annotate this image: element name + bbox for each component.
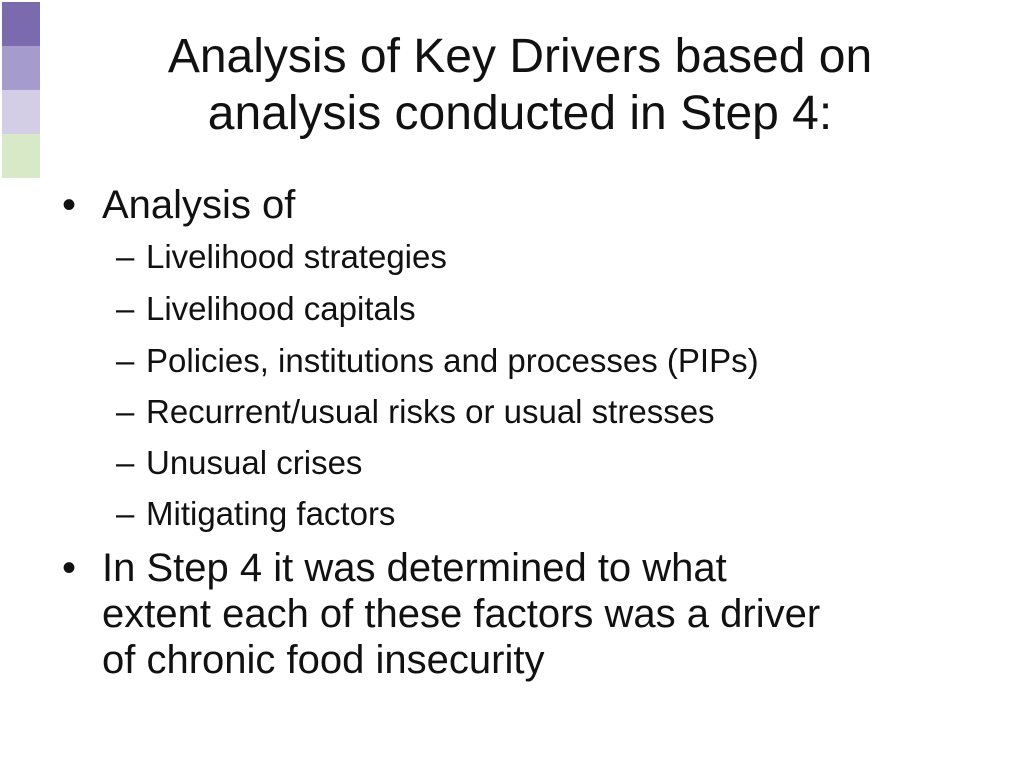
bullet-text-2-line-3: of chronic food insecurity [102, 638, 545, 682]
sub-marker-1: – [116, 238, 135, 275]
bullet-text-2-line-2: extent each of these factors was a driver [102, 592, 821, 636]
sub-item-6: Mitigating factors [146, 495, 396, 532]
sub-item-4: Recurrent/usual risks or usual stresses [146, 393, 715, 430]
sub-item-1: Livelihood strategies [146, 238, 447, 275]
sub-item-5: Unusual crises [146, 444, 363, 481]
bullet-marker-1: • [62, 183, 77, 227]
sub-marker-3: – [116, 342, 135, 379]
slide-title-line-2: analysis conducted in Step 4: [207, 87, 833, 140]
sub-marker-6: – [116, 495, 135, 532]
bullet-marker-2: • [62, 546, 77, 590]
sub-item-2: Livelihood capitals [146, 290, 416, 327]
bullet-text-2-line-1: In Step 4 it was determined to what [102, 546, 727, 590]
bullet-text-1: Analysis of [102, 183, 296, 227]
sub-item-3: Policies, institutions and processes (PIPs) [146, 342, 759, 379]
sub-marker-4: – [116, 393, 135, 430]
sub-marker-5: – [116, 444, 135, 481]
slide-title-line-1: Analysis of Key Drivers based on [167, 30, 873, 83]
sub-marker-2: – [116, 290, 135, 327]
